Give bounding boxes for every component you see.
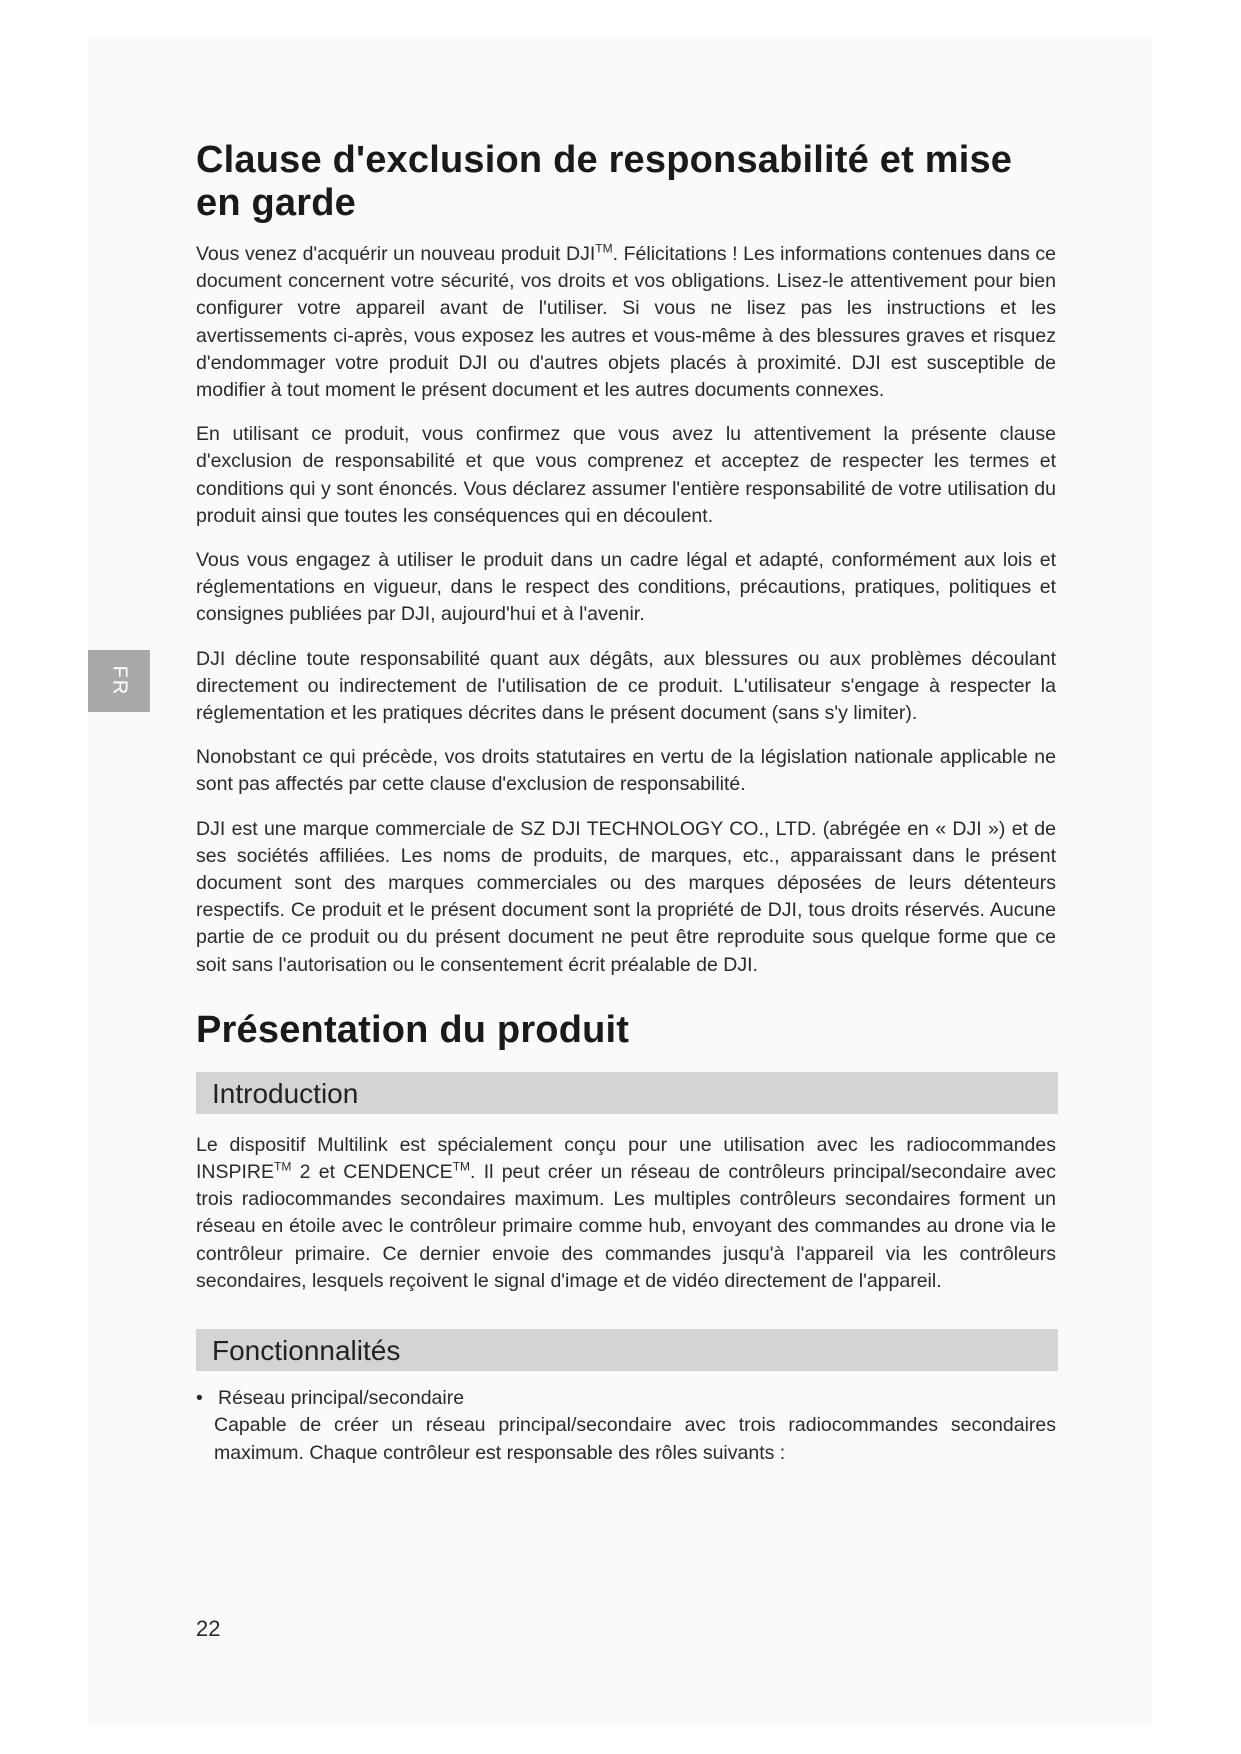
disclaimer-title: Clause d'exclusion de responsabilité et mise en garde [196,139,1013,224]
disclaimer-paragraph-5: Nonobstant ce qui précède, vos droits statutaires en vertu de la législation nationale applicable ne sont pas affectés par cette clause d'exclusion de responsabilité. [196,746,1056,796]
feature-description: Capable de créer un réseau principal/secondaire avec trois radiocommandes secondaires maximum. Chaque contrôleur est responsable des rôles suivants : [214,1414,1056,1464]
disclaimer-p1-start: Vous venez d'acquérir un nouveau produit DJI [196,243,596,265]
features-list [196,1385,1056,1467]
disclaimer-paragraph-4: DJI décline toute responsabilité quant aux dégâts, aux blessures ou aux problèmes découlant directement ou indirectement de l'utilisation de ce produit. L'utilisateur s'engage à respecter la réglementation et les pratiques décrites dans le présent document (sans s'y limiter). [196,647,1056,725]
disclaimer-paragraph-3: Vous vous engagez à utiliser le produit dans un cadre légal et adapté, conformément aux lois et réglementations en vigueur, dans le respect des conditions, précautions, pratiques, politiques et consignes publiées par DJI, aujourd'hui et à l'avenir. [196,549,1056,626]
bullet-icon: • [196,1387,203,1410]
disclaimer-paragraph-2: En utilisant ce produit, vous confirmez que vous avez lu attentivement la présente clause d'exclusion de responsabilité et que vous comprenez et acceptez de respecter les termes et conditions qui y sont énoncés. Vous déclarez assumer l'entière responsabilité de votre utilisation du produit ainsi que toutes les conséquences qui en découlent. [196,423,1056,527]
language-tab [88,650,150,712]
page-number: 22 [196,1616,221,1641]
trademark-mark-cendence: TM [452,1159,471,1174]
feature-title: Réseau principal/secondaire [218,1387,465,1410]
page-content [196,139,1056,1467]
trademark-mark: TM [595,241,613,256]
disclaimer-paragraph-1 [196,241,1056,404]
intro-text-b: 2 et CENDENCE [291,1161,453,1184]
language-tab-label: FR [108,665,131,697]
features-heading: Fonctionnalités [196,1329,1058,1371]
feature-item [196,1385,1056,1467]
disclaimer-p1-rest: . Félicitations ! Les informations contenues dans ce document concernent votre sécurité, vos droits et vos obligations. Lisez-le attentivement pour bien configurer votre appareil avant de l'utiliser. Si vous ne lisez pas les instructions et les avertissements ci-après, vous exposez les autres et vous-même à des blessures graves et risquez d'endommager votre produit DJI ou d'autres objets placés à proximité. DJI est susceptible de modifier à tout moment le présent document et les autres documents connexes. [196,243,1056,402]
introduction-heading: Introduction [196,1072,1058,1114]
intro-text-c: . Il peut créer un réseau de contrôleurs principal/secondaire avec trois radiocommandes secondaires maximum. Les multiples contrôleurs secondaires forment un réseau en étoile avec le contrôleur primaire comme hub, envoyant des commandes au drone via le contrôleur primaire. Ce dernier envoie des commandes jusqu'à l'appareil via les contrôleurs secondaires, lesquels reçoivent le signal d'image et de vidéo directement de l'appareil. [196,1161,1056,1292]
trademark-mark-inspire: TM [274,1159,292,1174]
disclaimer-paragraph-6: DJI est une marque commerciale de SZ DJI TECHNOLOGY CO., LTD. (abrégée en « DJI ») et de ses sociétés affiliées. Les noms de produits, de marques, etc., apparaissant dans le présent document sont des marques commerciales ou des marques déposées de leurs détenteurs respectifs. Ce produit et le présent document sont la propriété de DJI, tous droits réservés. Aucune partie de ce produit ou du présent document ne peut être reproduite sous quelque forme que ce soit sans l'autorisation ou le consentement écrit préalable de DJI. [196,817,1056,976]
introduction-paragraph [196,1132,1056,1295]
product-title: Présentation du produit [196,1008,630,1051]
intro-text-a: Le dispositif Multilink est spécialement conçu pour une utilisation avec les radiocommandes INSPIRE [196,1133,1056,1184]
